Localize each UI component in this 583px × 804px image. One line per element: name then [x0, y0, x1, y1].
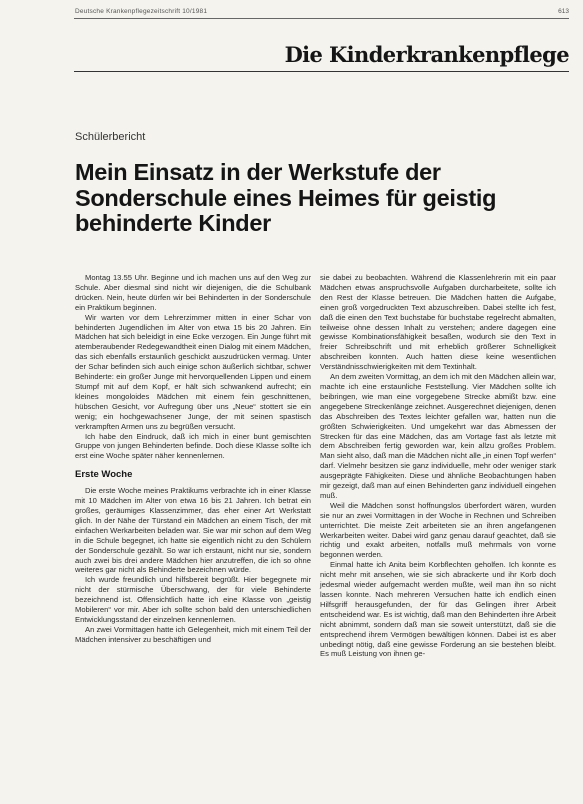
masthead-rule [74, 71, 569, 72]
left-paragraph-group-1 [75, 273, 311, 461]
header-rule [74, 18, 569, 19]
section-masthead: Die Kinderkrankenpflege [284, 42, 569, 67]
body-paragraph: An dem zweiten Vormittag, an dem ich mit den Mädchen allein war, machte ich eine erstaunliche Feststellung. Vier Mädchen sollte ich beibringen, wie man eine vorgegebene Strecke abmißt bzw. eine angegebene Streckenlänge zeichnet. Ausgerechnet diejenigen, denen das Abschreiben des Textes leichter gefallen war, hatten nun die größten Schwierigkeiten. Und umgekehrt war das Abmessen der Strecken für das eine Mädchen, das am Vortage fast als letzte mit dem Abschreiben fertig geworden war, kein allzu großes Problem. Man sieht also, daß man die Mädchen nicht alle „in einen Topf werfen“ darf. Vielmehr besitzen sie ganz individuelle, mehr oder weniger stark ausgeprägte Fähigkeiten. Diese und ähnliche Beobachtungen haben mir gezeigt, daß man auf einen Behinderten ganz individuell eingehen muß. [320, 372, 557, 500]
left-paragraph-group-2 [75, 486, 311, 645]
journal-running-head: Deutsche Krankenpflegezeitschrift 10/1981 [75, 8, 208, 15]
body-paragraph: sie dabei zu beobachten. Während die Klassenlehrerin mit ein paar Mädchen etwas anspruchsvolle Aufgaben durcharbeitete, sollte ich den Rest der Klasse betreuen. Die Mädchen hatten die Aufgabe, einen groß vorgedruckten Text abzuschreiben. Dabei stellte ich fest, daß die einen den Text buchstabe für buchstabe regelrecht abmalten, teilweise ohne dessen Inhalt zu verstehen; andere dagegen eine gewisse Kombinationsfähigkeit besaßen, wodurch sie den Text in freier Schreibschrift und mit erheblich größerer Schnelligkeit abschreiben konnten. Auch hatten diese keine wesentlichen Verständnisschwierigkeiten mit dem Textinhalt. [320, 273, 556, 372]
body-column-right [320, 273, 556, 659]
body-column-left [75, 273, 311, 645]
body-paragraph: Ich habe den Eindruck, daß ich mich in einer bunt gemischten Gruppe von jungen Behinderten befinde. Doch diese Klasse sollte ich erst eine Woche später näher kennenlernen. [75, 431, 311, 461]
page-number: 613 [558, 8, 569, 15]
body-paragraph: Ich wurde freundlich und hilfsbereit begrüßt. Hier begegnete mir nicht der stürmische Überschwang, der für viele Behinderte bezeichnend ist. Offensichtlich hatte ich eine Klasse von „geistig Mobileren“ vor mir. Aber ich sollte schon bald den unterschiedlichen Entwicklungsstand der einzelnen kennenlernen. [75, 575, 311, 624]
body-paragraph: Montag 13.55 Uhr. Beginne und ich machen uns auf den Weg zur Schule. Aber diesmal sind nicht wir diejenigen, die die Schulbank drücken. Nein, heute dürfen wir bei Behinderten in der Sonderschule ein Praktikum beginnen. [75, 273, 311, 312]
body-paragraph: An zwei Vormittagen hatte ich Gelegenheit, mich mit einem Teil der Mädchen intensiver zu beschäftigen und [75, 624, 311, 644]
body-paragraph: Die erste Woche meines Praktikums verbrachte ich in einer Klasse mit 10 Mädchen im Alter von etwa 16 bis 21 Jahren. Ich betrat ein großes, geräumiges Klassenzimmer, das eher einer Art Werkstatt glich. In der Nähe der Türstand ein Mädchen an einem Tisch, der mit einfachen Werkarbeiten beladen war. Sie war mir schon auf dem Weg in die Schule begegnet, ich hatte sie eigentlich nicht zu den Schülern der Sonderschule gezählt. So war ich erstaunt, nicht nur sie, sondern auch zwei bis drei andere Mädchen hier anzutreffen, die ich so ohne weiteres gar nicht als Behinderte bezeichnen würde. [75, 486, 311, 575]
body-paragraph: Wir warten vor dem Lehrerzimmer mitten in einer Schar von behinderten Jugendlichen im Alter von etwa 15 bis 20 Jahren. Ein Mädchen hat sich beleidigt in eine Ecke verzogen. Ein Junge führt mit atemberaubender Redegewandtheit einen Dialog mit einem Mädchen, das sich ebenfalls erstaunlich geschickt auszudrücken vermag. Unter der Schar befinden sich auch einige schon äußerlich sichtbar, schwer Behinderte: ein großer Junge mit hervorquellenden Lippen und einem Stumpf mit auf dem Kopf, er hält sich schwankend aufrecht; ein kleines mongoloides Mädchen mit einem fein geschnittenen, hübschen Gesicht, vor Aufregung über uns „Neue“ stottert sie ein wenig; ein hochgewachsener Junge, der mit seinen spastisch verkrampften Armen uns zu begrüßen versucht. [75, 312, 311, 431]
article-headline: Mein Einsatz in der Werkstufe der Sonderschule eines Heimes für geistig behinderte Kinder [75, 159, 497, 236]
article-kicker: Schülerbericht [75, 131, 146, 143]
body-paragraph: Weil die Mädchen sonst hoffnungslos überfordert wären, wurden sie nur an zwei Vormittagen in der Woche in Rechnen und Schreiben unterrichtet. Die meiste Zeit arbeiteten sie an ihren angefangenen Werkarbeiten weiter. Dabei wird ganz genau darauf geachtet, daß sie richtig und exakt arbeiten, notfalls muß mehrmals von vorne begonnen werden. [320, 500, 556, 560]
right-paragraph-group [320, 273, 556, 659]
body-paragraph: Einmal hatte ich Anita beim Korbflechten geholfen. Ich konnte es nicht mehr mit ansehen, wie sie sich abrackerte und ihr Korb doch jedesmal wieder aufgemacht werden mußte, weil man ihn so nicht lassen konnte. Nach mehreren Versuchen hatte ich endlich einen Hilfsgriff herausgefunden, der für das Gelingen ihrer Arbeit entscheidend war. Es ist wichtig, daß man den Behinderten ihre Arbeit nicht abnimmt, sondern daß man sie soweit unterstützt, daß sie die entsprechend ihrem Vermögen bewältigen können. Dabei ist es aber unbedingt nötig, daß eine gewisse Forderung an sie bestehen bleibt. Es muß Leistung von ihnen ge- [320, 560, 556, 659]
section-heading: Erste Woche [75, 469, 133, 481]
